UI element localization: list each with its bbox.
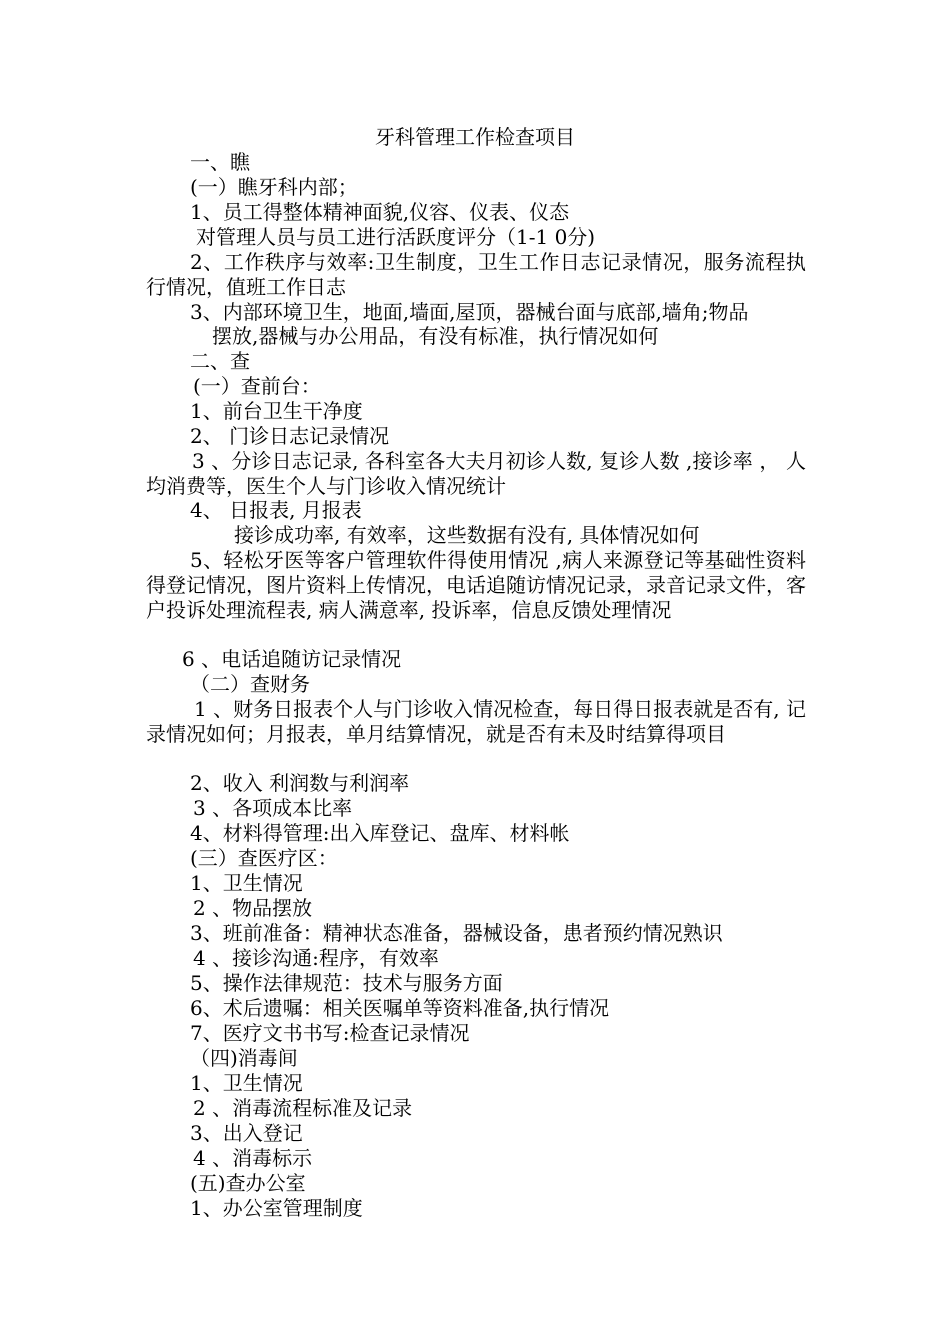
subsection-heading: （四)消毒间 [190,1046,298,1070]
section-heading-check: 二、查 [190,349,250,373]
list-item: 2 、物品摆放 [193,896,313,920]
document-title: 牙科管理工作检查项目 [375,125,575,149]
section-heading-look: 一、瞧 [190,150,250,174]
subsection-heading: (三）查医疗区： [190,846,338,870]
subsection-heading: (一）查前台： [193,374,321,398]
list-item: 3、班前准备：精神状态准备，器械设备，患者预约情况熟识 [190,921,723,945]
list-item: 2、工作秩序与效率:卫生制度，卫生工作日志记录情况，服务流程执行情况，值班工作日志 [146,250,806,299]
list-item: 2 、消毒流程标准及记录 [193,1096,413,1120]
list-item: 1、前台卫生干净度 [190,399,363,423]
list-item: 6、术后遗嘱：相关医嘱单等资料准备,执行情况 [190,996,610,1020]
list-item: 接诊成功率, 有效率，这些数据有没有, 具体情况如何 [234,523,700,547]
list-item: 4 、接诊沟通:程序，有效率 [193,946,439,970]
list-item: 2、收入 利润数与利润率 [190,771,410,795]
list-item: 1 、财务日报表个人与门诊收入情况检查，每日得日报表就是否有, 记录情况如何；月报表，单月结算情况，就是否有未及时结算得项目 [146,697,806,746]
list-item: 5、轻松牙医等客户管理软件得使用情况 ,病人来源登记等基础性资料得登记情况，图片资料上传情况，电话追随访情况记录，录音记录文件，客户投诉处理流程表, 病人满意率, 投诉率，信息反馈处理情况 [146,548,806,622]
list-item: 3 、各项成本比率 [193,796,353,820]
list-item: 摆放,器械与办公用品，有没有标准，执行情况如何 [212,324,659,348]
list-item: 3、内部环境卫生，地面,墙面,屋顶，器械台面与底部,墙角;物品 [190,300,749,324]
list-item: 4 、消毒标示 [193,1146,313,1170]
list-item: 4、 日报表, 月报表 [190,498,362,522]
list-item: 1、员工得整体精神面貌,仪容、仪表、仪态 [190,200,570,224]
list-item: 7、医疗文书书写:检查记录情况 [190,1021,470,1045]
subsection-heading: (五)查办公室 [190,1171,306,1195]
list-item: 3 、分诊日志记录, 各科室各大夫月初诊人数, 复诊人数 ,接诊率 ， 人均消费等，医生个人与门诊收入情况统计 [146,449,806,498]
subsection-heading: (一）瞧牙科内部； [190,175,358,199]
list-item: 6 、电话追随访记录情况 [182,647,402,671]
list-item: 1、卫生情况 [190,1071,303,1095]
list-item: 对管理人员与员工进行活跃度评分（1-1 0分) [196,225,596,249]
list-item: 5、操作法律规范：技术与服务方面 [190,971,503,995]
subsection-heading: （二）查财务 [190,672,310,696]
list-item: 1、办公室管理制度 [190,1196,363,1220]
list-item: 1、卫生情况 [190,871,303,895]
list-item: 4、材料得管理:出入库登记、盘库、材料帐 [190,821,570,845]
list-item: 2、 门诊日志记录情况 [190,424,390,448]
list-item: 3、出入登记 [190,1121,303,1145]
